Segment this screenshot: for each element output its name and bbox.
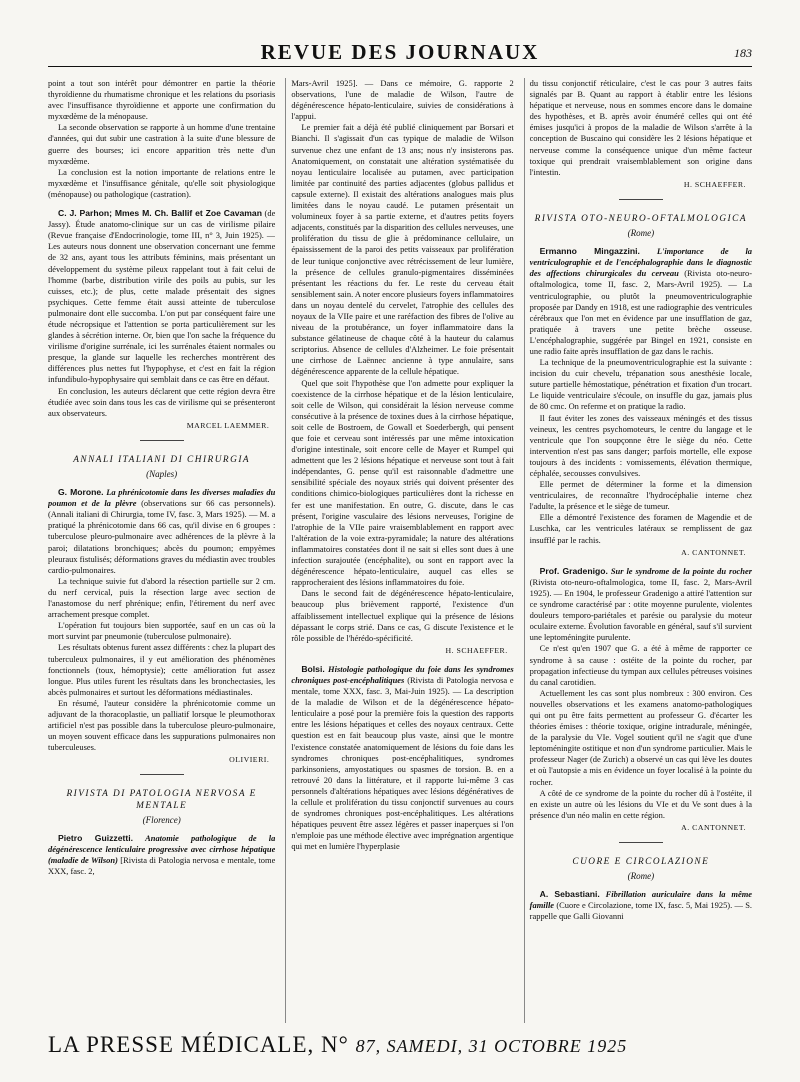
column-3: [524, 78, 752, 1023]
paragraph: Quel que soit l'hypothèse que l'on admette pour expliquer la coexistence de la cirrhose hépatique et de la lésion lenticulaire, soit celle de Wilson, qui considérait la lésion nerveuse comme consécutive à la présence de toxines dues à la cirrhose hépatique, soit celle de Bostroem, de Gowall et Soederbergh, qui pensent que foie et cerveau sont intéressés par une même intoxication d'origine intestinale, soit encore celle de Mayer et Rumpel qui admettent que les 2 lésions hépatique et nerveuse sont tout à fait indépendantes, G. pense qu'il est raisonnable d'admettre une sensibilité spéciale des noyaux striés qui doivent présenter des conditions chimico-biologiques particulières dont la richesse en fer est une manifestation. En outre, G. discute, dans le cas présent, l'origine vasculaire des lésions nerveuses, l'origine de l'atrophie de la VIIe paire vraisemblablement en rapport avec l'altération de la voie extra-pyramidale; la nature des altérations inflammatoires constatées dont il ne sait si elles sont dues à une infection surajoutée (encéphalite), ou sont en rapport avec la dégénérescence hépato-lenticulaire, auquel cas elles se rapprocheraient des lésions inflammatoires du foie.: [291, 377, 514, 588]
article-title: Anatomie pathologique de la dégénérescence lenticulaire progressive avec cirrhose hépatique (maladie de Wilson): [48, 832, 276, 865]
divider: [619, 199, 663, 200]
paragraph: La technique suivie fut d'abord la résection partielle sur 2 cm. du nerf cervical, puis la résection large avec section de l'anastomose du nerf phrénique; enfin, l'étirement du nerf avec arrachement presque complet.: [48, 575, 276, 620]
paragraph: Elle permet de déterminer la forme et la dimension ventriculaires, de reconnaître l'hydrocéphalie interne chez l'adulte, la présence et le siège de tumeur.: [529, 479, 752, 512]
section-place: (Florence): [142, 814, 181, 825]
author-name: G. Morone.: [58, 487, 104, 498]
paragraph: Le premier fait a déjà été publié cliniquement par Borsari et Bianchi. Il s'agissait d'un cas typique de maladie de Wilson survenue chez une enfant de 13 ans; nous n'y insisterons pas. Anatomiquement, on constatait une altération systématisée du noyau lenticulaire localisée au putamen, avec participation limitée par continuité des parties adjacentes (globus pallidus et capsule externe). Il existait des altérations analogues mais plus limitées dans le noyau caudé. Le putamen présentait un volumineux foyer à sa partie externe, et d'autres petits foyers adjacents, constitués par la disparition des cellules nerveuses, une prolifération du tissu de glie à prédominance cellulaire, un épaississement de la paroi des petits vaisseaux par prolifération de leur tunique conjonctive avec rétrécissement de leur lumière, la présence de cellules granulo-pigmentaires disséminées présentant les réactions du fer. Le reste du cerveau était sensiblement sain. A noter encore plusieurs foyers inflammatoires dans un noyau dentelé du cervelet, l'atrophie des cellules des noyaux de la VIIe paire et une raréfaction des fibres de l'olive au niveau de la protubérance, un foyer inflammatoire dans la substance gélatineuse de chaque côté à la hauteur du calamus scriptorius. Absence de cellules d'Alzheimer. Le foie présentait une cirrhose de Laënnec ancienne à type annulaire, sans dégénérescence apparente de la cellule hépatique.: [291, 122, 514, 377]
author-name: Prof. Gradenigo.: [539, 565, 608, 576]
paragraph: En conclusion, les auteurs déclarent que cette région devra être étudiée avec soin dans tous les cas de virilisme qui se présenteront aux observateurs.: [48, 385, 276, 418]
column-2: [285, 78, 513, 1023]
section-title: RIVISTA OTO-NEURO-OFTALMOLOGICA: [534, 213, 748, 224]
paragraph: Il faut éviter les zones des vaisseaux méningés et des tissus veineux, les centres psychomoteurs, le centre du langage et le ventricule que l'on soupçonne être le siège du néo. Cette intervention n'est pas sans danger; parfois mortelle, elle expose toujours à des incidents : vomissements, élévation thermique, céphalée, secousses convulsives.: [529, 412, 752, 478]
footer-issue: 87, SAMEDI, 31 OCTOBRE 1925: [355, 1036, 628, 1056]
article-title: L'importance de la ventriculographie et de l'encéphalographie dans le diagnostic des affections chirurgicales du cerveau: [529, 246, 752, 279]
paragraph: A côté de ce syndrome de la pointe du rocher dû à l'ostéite, il en existe un autre où les lésions du VIe et du Ve sont dues à la présence d'un néo malin en cette région.: [529, 787, 752, 820]
page-footer: [48, 1032, 752, 1068]
footer-journal: LA PRESSE MÉDICALE, N°: [48, 1032, 349, 1057]
article-title: Histologie pathologique du foie dans les syndromes chroniques post-encéphalitiques: [291, 663, 514, 685]
abstract-entry: A. Sebastiani. Fibrillation auriculaire dans la même famille (Cuore e Circolazione, tome IX, fasc. 5, Mai 1925). — S. rappelle que Galli Giovanni: [529, 889, 752, 922]
author-name: Pietro Guizzetti.: [58, 832, 133, 843]
abstract-entry: Pietro Guizzetti. Anatomie pathologique de la dégénérescence lenticulaire progressive avec cirrhose hépatique (maladie de Wilson) [Rivista di Patologia nervosa e mentale, tome XXX, fasc. 2,: [48, 832, 276, 876]
paragraph: Elle a démontré l'existence des foramen de Magendie et de Luschka, car les ventricules latéraux se remplissent de gaz insufflé par le rachis.: [529, 512, 752, 545]
signature: OLIVIERI.: [229, 755, 270, 765]
author-name: Ermanno Mingazzini.: [539, 246, 640, 257]
signature: A. CANTONNET.: [681, 822, 747, 832]
section-title: RIVISTA DI PATOLOGIA NERVOSA E MENTALE: [66, 789, 257, 811]
paragraph: Mars-Avril 1925]. — Dans ce mémoire, G. rapporte 2 observations, l'une de maladie de Wilson, l'autre de dégénérescence hépato-lenticulaire, suivies de considérations à l'appui.: [291, 78, 514, 122]
article-title: La phrénicotomie dans les diverses maladies du poumon et de la plèvre: [48, 487, 276, 509]
section-place: (Rome): [627, 871, 655, 882]
abstract-entry: C. J. Parhon; Mmes M. Ch. Ballif et Zoe Cavaman (de Jassy). Étude anatomo-clinique sur un cas de virilisme pilaire (Revue française d'Endocrinologie, tome III, n° 3, Juin 1925). — Les auteurs nous donnent une observation concernant une femme de 32 ans, ayant tous les attributs féminins, mais présentant un développement du système pileux rappelant tout à fait celui de l'homme (barbe, distribution virile des poils au pubis, sur les cuisses, etc.); de plus, cette malade présentait des signes psychiques. Cette femme était aussi atteinte de tuberculose pulmonaire dont elle succomba. L'on put par conséquent faire une étude nécropsique et l'attention se porta particulièrement sur les glandes à sécrétion interne. Or, bien que l'on sache la fréquence du virilisme d'origine surrénale, ici les surrénales étaient normales ou presque, la glande sur laquelle les recherches montrèrent des différences plus nettes fut l'hypophyse, et c'est en fait la région infundibulo-hypophysaire qui semblait dans ce cas être en défaut.: [48, 208, 276, 385]
divider: [140, 440, 184, 441]
divider: [140, 774, 184, 775]
paragraph: Les résultats obtenus furent assez différents : chez la plupart des tuberculeux pulmonaires, il y eut amélioration des phénomènes fonctionnels (toux, hémoptysie); cette amélioration fut assez longue. Plus utiles furent les résultats dans les bronchectasies, les abcès pulmonaires et surtout les déformations médiastinales.: [48, 642, 276, 697]
section-place: (Naples): [146, 469, 178, 479]
paragraph: point a tout son intérêt pour démontrer en partie la théorie thyroïdienne du rhumatisme chronique et les relations du psoriasis avec l'insuffisance thyroïdienne et apporte une confirmation du myxœdème de la ménopause.: [48, 78, 276, 122]
paragraph: En résumé, l'auteur considère la phrénicotomie comme un adjuvant de la thoracoplastie, un palliatif lorsque le pleumothorax artificiel n'est pas possible dans la tuberculose pleuro-pulmonaire, un moyen souvent efficace dans les suppurations pulmonaires non tuberculeuses.: [48, 697, 276, 753]
paragraph: L'opération fut toujours bien supportée, sauf en un cas où la mort survint par pneumonie (tuberculose pulmonaire).: [48, 620, 276, 642]
section-place: (Rome): [627, 228, 655, 239]
article-title: Sur le syndrome de la pointe du rocher: [610, 565, 752, 576]
paragraph: Dans le second fait de dégénérescence hépato-lenticulaire, beaucoup plus brièvement rapporté, l'existence d'un affaiblissement intellectuel explique qui la présence de lésions dépassant le corps strié. Dans ce cas, G discute l'existence et le rôle possible de l'hérédo-spécificité.: [291, 588, 514, 643]
signature: H. SCHAEFFER.: [445, 645, 508, 655]
abstract-entry: G. Morone. La phrénicotomie dans les diverses maladies du poumon et de la plèvre (observations sur 66 cas personnels). (Annali italiani di Chirurgia, tome IV, fasc. 3, Mars 1925). — M. a pratiqué la phrénicotomie dans 66 cas, qu'il divise en 6 groupes : tuberculose pleuro-pulmonaire avec adhérences de la plèvre à la paroi; dilatations bronchiques; abcès du poumon; empyèmes pleuraux fistulisés; déformations graves du médiastin avec troubles cardio-pulmonaires.: [48, 487, 276, 575]
article-columns: [48, 78, 752, 1023]
paragraph: La conclusion est la notion importante de relations entre le myxœdème et l'insuffisance génitale, qu'elle soit physiologique (ménopause) ou pathologique (castration).: [48, 166, 276, 199]
abstract-entry: Bolsi. Histologie pathologique du foie dans les syndromes chroniques post-encéphalitiques (Rivista di Patologia nervosa e mentale, tome XXX, fasc. 3, Mai-Juin 1925). — La description de la maladie de Wilson et de la dégénérescence hépato-lenticulaire a posé pour la première fois la question des rapports entre les lésions hépatiques et celles des noyaux centraux. Cette question est en fait beaucoup plus vaste, ainsi que le montre l'existence constatée anatomiquement de lésions du foie dans les syndromes chroniques post-encéphalitiques, syndromes parkinsoniens, amyostatiques ou spasmes de torsion. B. en a retrouvé 20 dans la littérature, et il rapporte lui-même 3 cas personnels d'altérations hépatiques avec lésions dégénératives de la cellule et prolifération du tissu conjonctif survenues au cours de syndromes chroniques post-encéphalitiques. Les altérations hépatiques peuvent être assez légères et passer inaperçues si l'on n'emploie pas une méthode élective avec imprégnation argentique qui met en lumière l'hyperplasie: [291, 663, 514, 852]
author-name: A. Sebastiani.: [539, 889, 600, 900]
abstract-entry: Prof. Gradenigo. Sur le syndrome de la pointe du rocher (Rivista oto-neuro-oftalmologica, tome II, fasc. 2, Mars-Avril 1925). — En 1904, le professeur Gradenigo a attiré l'attention sur ce syndrome caractérisé par : otite moyenne purulente, violentes douleurs temporo-pariétales et parésie ou paralysie du moteur oculaire externe. Évolution favorable en général, sauf s'il survient une leptoméningite purulente.: [529, 565, 752, 643]
paragraph: Actuellement les cas sont plus nombreux : 300 environ. Ces nouvelles observations et les examens anatomo-pathologiques qui ont pu être faits permettent au professeur G. d'écarter les théories émises : théorie toxique, origine intradurale, méningée, de la paralysie du VIe. Vogel soutient qu'il ne s'agit que d'une leptoméningite ostitique et non d'un syndrome particulier. Mais le professeur Nager (de Zurich) a observé un cas qui lève les doutes et où l'autopsie a mis en évidence un foyer localisé à la pointe du rocher.: [529, 687, 752, 787]
paragraph: du tissu conjonctif réticulaire, c'est le cas pour 3 autres faits signalés par B. Quant au rapport à établir entre les lésions hépatique et nerveuse, nous en sommes encore dans le domaine des hypothèses, et B. après avoir énuméré celles qui ont été émises jusqu'ici à propos de la maladie de Wilson s'arrête à la conception de Buscaino qui considère les 2 lésions hépatique et nerveuse comme la conséquence unique d'un même facteur toxique qui prendrait vraisemblablement son origine dans l'intestin.: [529, 78, 752, 177]
section-title: CUORE E CIRCOLAZIONE: [572, 857, 710, 867]
paragraph: La seconde observation se rapporte à un homme d'une trentaine d'années, qui dut subir une castration à la suite d'une blessure de guerre des bourses; ici encore apparition très nette d'un myxœdème.: [48, 122, 276, 166]
author-name: C. J. Parhon; Mmes M. Ch. Ballif et Zoe Cavaman: [58, 208, 262, 219]
page-number: 183: [734, 46, 752, 60]
abstract-entry: Ermanno Mingazzini. L'importance de la ventriculographie et de l'encéphalographie dans le diagnostic des affections chirurgicales du cerveau (Rivista oto-neuro-oftalmologica, tome II, fasc. 2, Mars-Avril 1925). — La ventriculographie, ou plutôt la pneumoventriculographie proposée par Dandy en 1918, est une radiographie des ventricules cérébraux que l'on met en évidence par une insufflation de gaz, pratiquée à travers une petite brèche osseuse. L'encéphalographie, suggérée par Bingel en 1921, consiste en une radio faite après insufflation de gaz dans le rachis.: [529, 246, 752, 356]
article-title: Fibrillation auriculaire dans la même famille: [529, 889, 752, 911]
paragraph: Ce n'est qu'en 1907 que G. a été à même de rapporter ce syndrome à sa cause : ostéite de la pointe du rocher, par propagation infectieuse du tympan aux cellules pétreuses voisines du canal carotidien.: [529, 643, 752, 687]
column-1: [48, 78, 275, 1023]
signature: MARCEL LAEMMER.: [186, 420, 270, 430]
journal-section-title: REVUE DES JOURNAUX: [260, 40, 540, 64]
section-title: ANNALI ITALIANI DI CHIRURGIA: [73, 454, 251, 465]
paragraph: La technique de la pneumoventriculographie est la suivante : incision du cuir chevelu, trépanation sous anesthésie locale, suture partielle hémostatique, pénétration et fixation d'un trocart. Le liquide ventriculaire s'écoule, on insuffle du gaz, jamais plus de 80 cmc. On referme et on pratique la radio.: [529, 357, 752, 412]
divider: [619, 842, 663, 843]
author-name: Bolsi.: [301, 663, 325, 674]
page-header: [48, 40, 752, 67]
signature: A. CANTONNET.: [681, 547, 747, 557]
signature: H. SCHAEFFER.: [683, 179, 747, 189]
